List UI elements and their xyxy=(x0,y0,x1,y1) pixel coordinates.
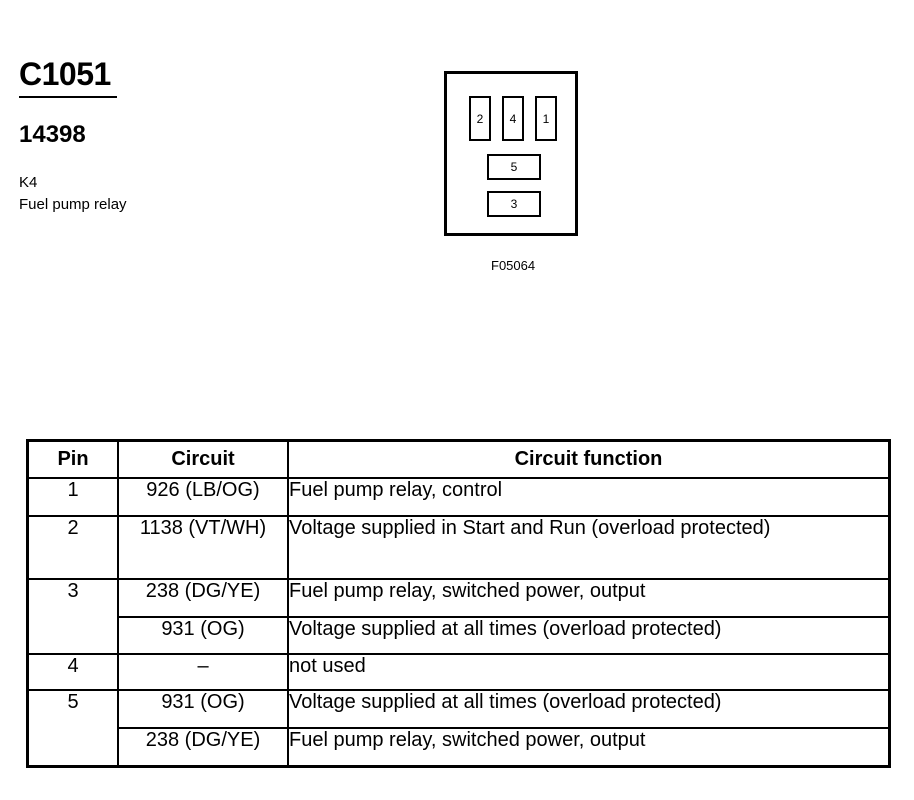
component-name: Fuel pump relay xyxy=(19,196,127,213)
table-row xyxy=(28,579,890,617)
table-row xyxy=(28,617,890,654)
function-cell: Fuel pump relay, switched power, output xyxy=(288,728,890,766)
circuit-cell: – xyxy=(118,654,288,690)
pin-cavity-2: 2 xyxy=(469,96,491,141)
connector-id: C1051 xyxy=(19,56,111,92)
circuit-cell: 1138 (VT/WH) xyxy=(118,516,288,579)
function-cell: Fuel pump relay, control xyxy=(288,478,890,516)
pin-cavity-4: 4 xyxy=(502,96,524,141)
function-cell: Voltage supplied at all times (overload protected) xyxy=(288,690,890,728)
pinout-table xyxy=(26,439,891,768)
pin-cell: 2 xyxy=(28,516,119,579)
function-cell: not used xyxy=(288,654,890,690)
circuit-cell: 931 (OG) xyxy=(118,690,288,728)
table-header-row xyxy=(28,441,890,479)
pin-cell: 4 xyxy=(28,654,119,690)
function-cell: Voltage supplied at all times (overload protected) xyxy=(288,617,890,654)
location-code: K4 xyxy=(19,174,38,191)
table-row xyxy=(28,690,890,728)
column-header-function: Circuit function xyxy=(288,441,890,479)
part-number: 14398 xyxy=(19,121,86,148)
table-row xyxy=(28,516,890,579)
title-rule xyxy=(19,96,117,98)
pin-cavity-1: 1 xyxy=(535,96,557,141)
column-header-circuit: Circuit xyxy=(118,441,288,479)
function-cell: Voltage supplied in Start and Run (overload protected) xyxy=(288,516,890,579)
pin-cell: 5 xyxy=(28,690,119,766)
function-cell: Fuel pump relay, switched power, output xyxy=(288,579,890,617)
pin-cell: 3 xyxy=(28,579,119,654)
circuit-cell: 238 (DG/YE) xyxy=(118,728,288,766)
table-row xyxy=(28,654,890,690)
pin-cavity-5: 5 xyxy=(487,154,541,180)
table-row xyxy=(28,478,890,516)
figure-id: F05064 xyxy=(491,258,536,273)
component-location xyxy=(19,172,127,216)
circuit-cell: 926 (LB/OG) xyxy=(118,478,288,516)
connector-face-diagram xyxy=(444,71,578,236)
circuit-cell: 238 (DG/YE) xyxy=(118,579,288,617)
table-row xyxy=(28,728,890,766)
circuit-cell: 931 (OG) xyxy=(118,617,288,654)
pin-cavity-3: 3 xyxy=(487,191,541,217)
column-header-pin: Pin xyxy=(28,441,119,479)
pin-cell: 1 xyxy=(28,478,119,516)
